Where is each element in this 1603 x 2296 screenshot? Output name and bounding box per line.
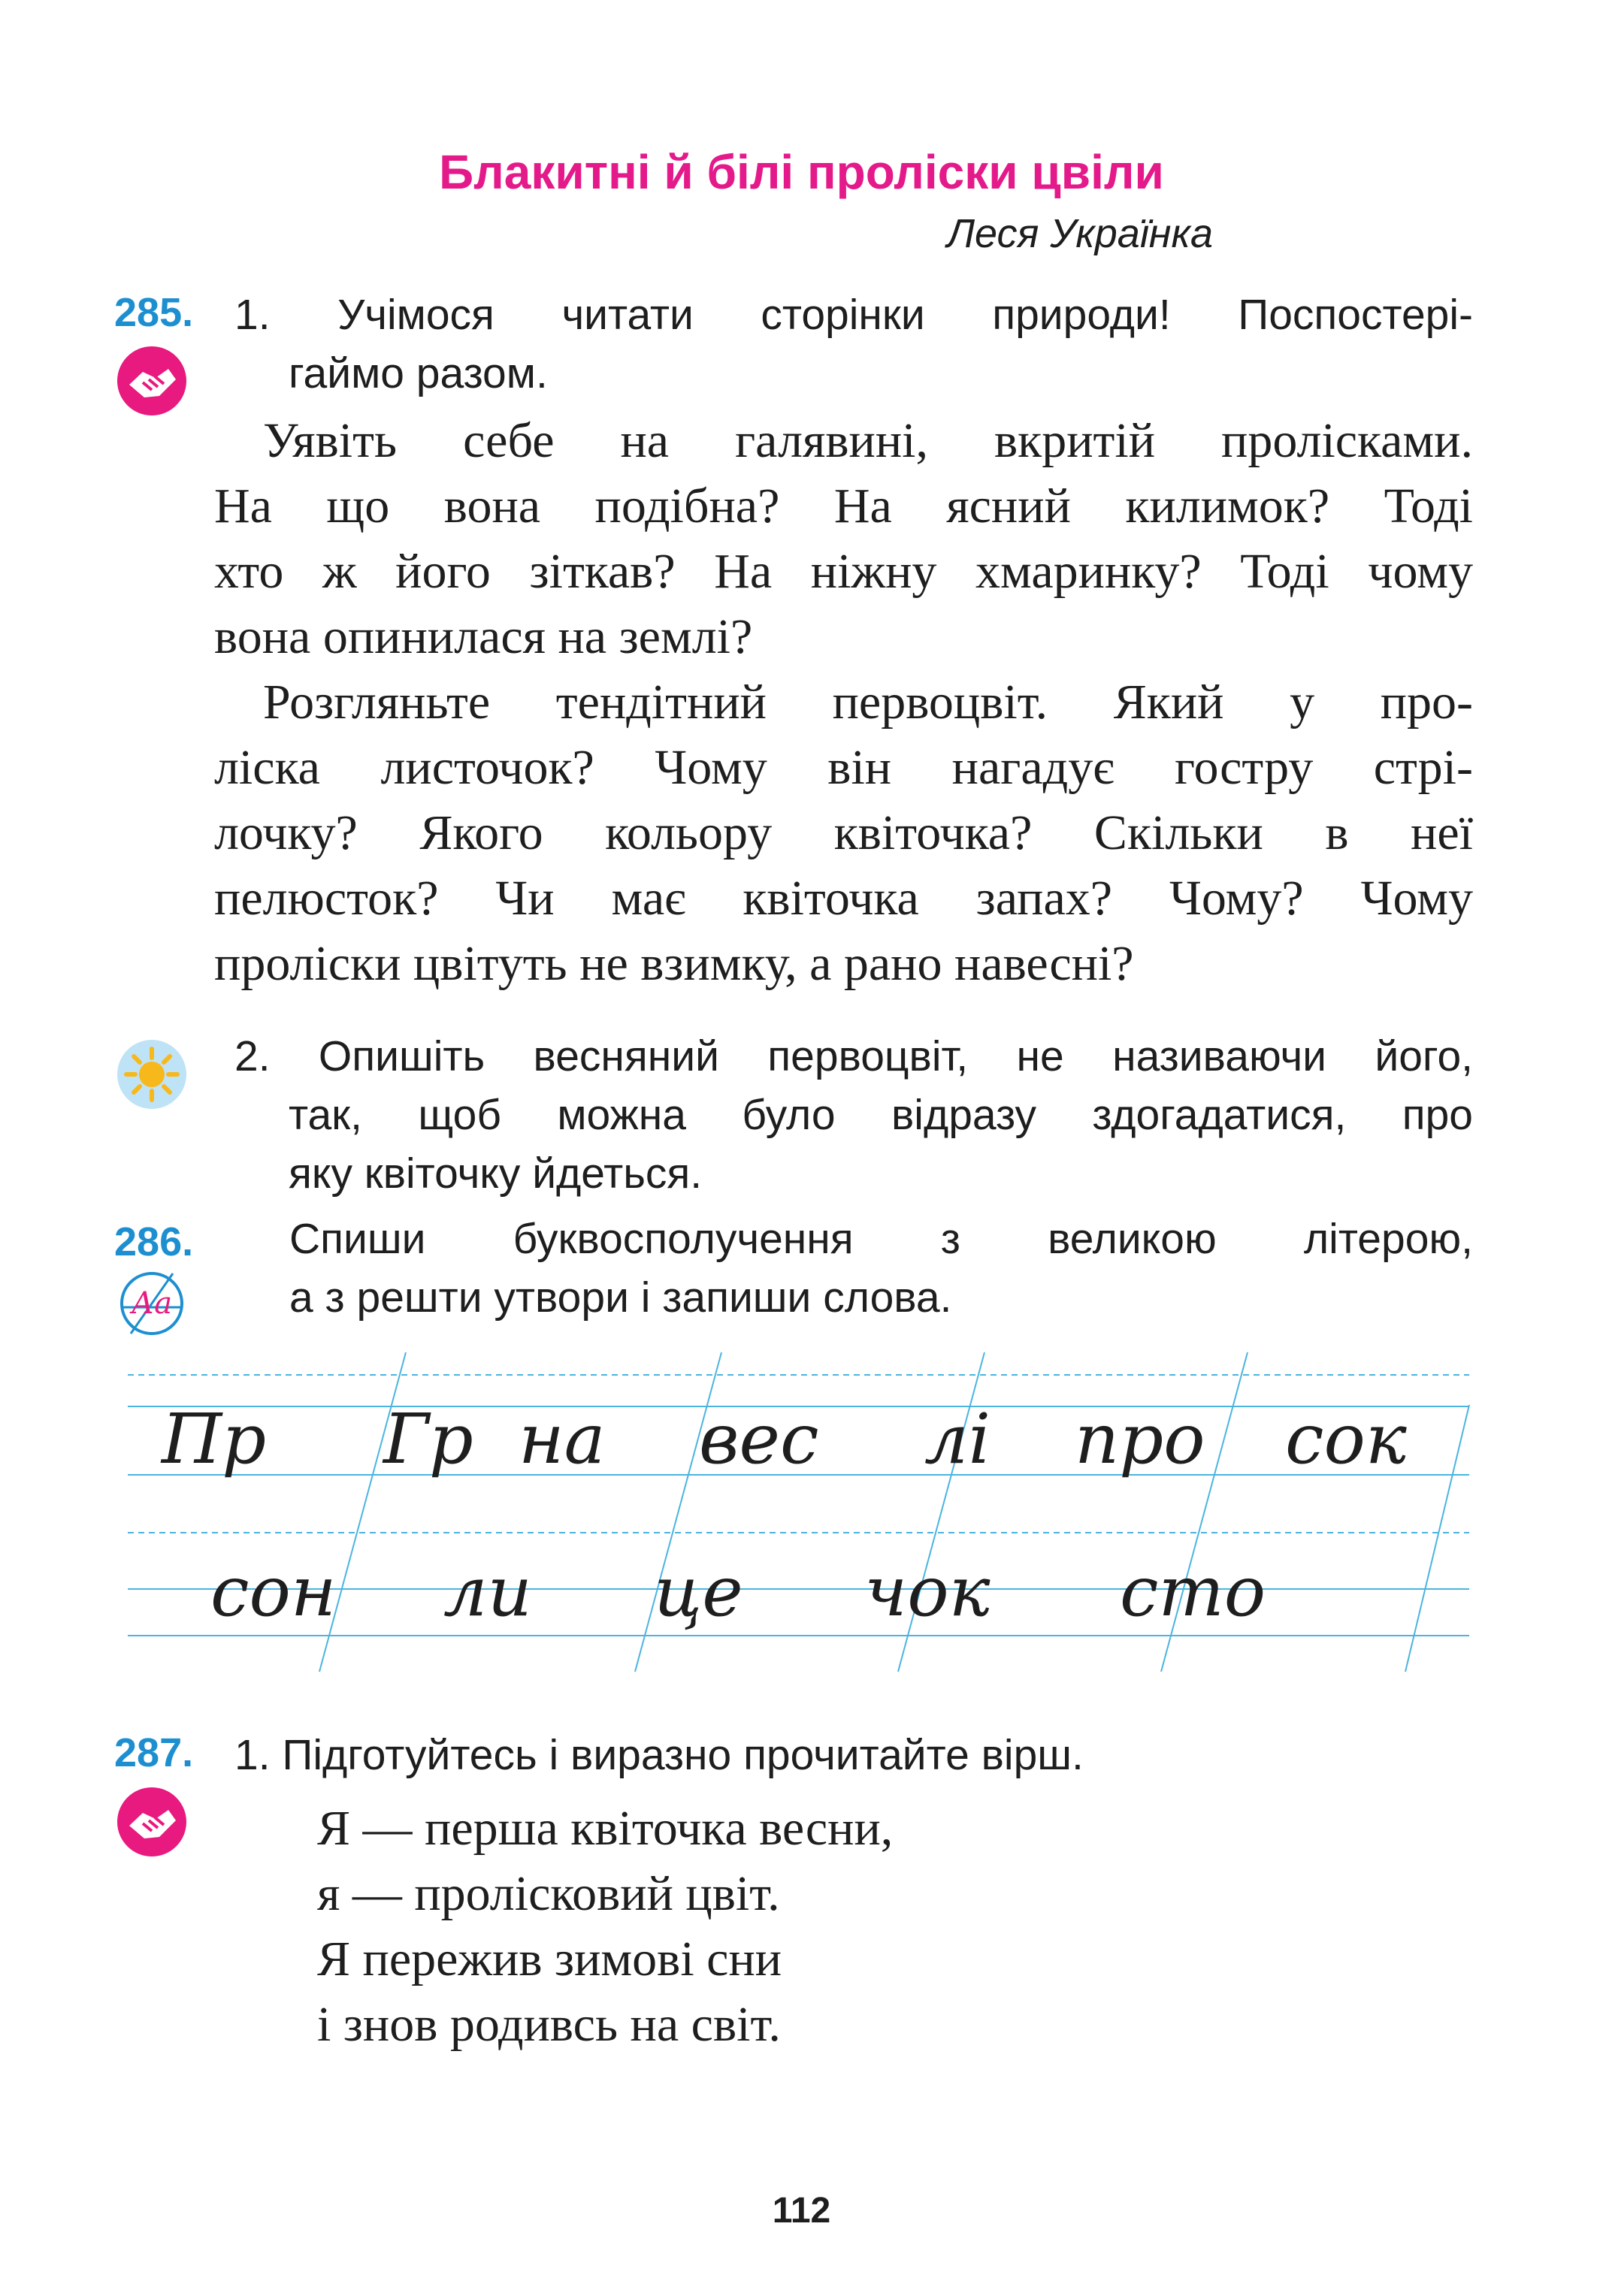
text-line: так, щоб можна було відразу здогадатися, про [289, 1091, 1473, 1139]
exercise-285-task-2 [234, 1027, 1473, 1203]
cursive-syllable: на [519, 1399, 606, 1479]
text-line: 1. Учімося читати сторінки природи! Поспостері- [234, 291, 1473, 339]
exercise-287-task: 1. Підготуйтесь і виразно прочитайте вірш. [234, 1731, 1084, 1779]
poem-author: Леся Українка [947, 211, 1214, 256]
icon-letters: Аа [131, 1286, 173, 1321]
cursive-syllable: ли [443, 1551, 532, 1632]
cursive-syllable: Гр [383, 1399, 473, 1479]
text-line: Уявіть себе на галявині, вкритій пролісками. [263, 413, 1473, 468]
text-line: пелюсток? Чи має квіточка запах? Чому? Чому [214, 871, 1473, 926]
handshake-icon [114, 343, 189, 418]
handshake-icon [114, 1784, 189, 1859]
cursive-syllable: вес [699, 1399, 819, 1479]
page-title: Блакитні й білі проліски цвіли [439, 145, 1164, 199]
exercise-285-paragraph-2 [214, 669, 1473, 996]
cursive-syllable: Пр [162, 1399, 267, 1479]
exercise-number-287: 287. [114, 1730, 194, 1775]
text-line: 2. Опишіть весняний первоцвіт, не називаючи його, [234, 1032, 1473, 1080]
cursive-syllable: лі [924, 1399, 991, 1479]
cursive-syllable: сок [1285, 1399, 1407, 1479]
text-line: Розгляньте тендітний первоцвіт. Який у про- [263, 675, 1473, 730]
cursive-syllable: про [1075, 1399, 1205, 1479]
sun-icon [114, 1037, 189, 1112]
text-line: гаймо разом. [289, 349, 548, 397]
writing-letters-icon [114, 1270, 189, 1337]
poem-line: Я — перша квіточка весни, [317, 1801, 894, 1856]
cursive-syllable: чок [864, 1551, 991, 1632]
text-line: яку квіточку йдеться. [289, 1150, 703, 1198]
exercise-285-task-1 [234, 285, 1473, 403]
poem-line: і знов родивсь на світ. [317, 1997, 781, 2052]
poem-line: Я пережив зимові сни [317, 1932, 782, 1986]
text-line: вона опинилася на землі? [214, 609, 753, 664]
text-line: ліска листочок? Чому він нагадує гостру стрі- [214, 740, 1473, 795]
exercise-285-paragraph-1 [214, 408, 1473, 669]
text-line: проліски цвітуть не взимку, а рано навесні? [214, 936, 1134, 991]
exercise-286-task [289, 1210, 1473, 1327]
cursive-syllable: це [654, 1551, 743, 1632]
poem-line: я — пролісковий цвіт. [317, 1866, 780, 1921]
cursive-syllable: сто [1120, 1551, 1266, 1632]
exercise-number-286: 286. [114, 1219, 194, 1264]
page-number: 112 [772, 2191, 831, 2231]
text-line: Спиши буквосполучення з великою літерою, [289, 1215, 1473, 1263]
text-line: лочку? Якого кольору квіточка? Скільки в неї [214, 805, 1473, 860]
cursive-syllable: сон [210, 1551, 337, 1632]
poem [317, 1796, 893, 2057]
text-line: На що вона подібна? На ясний килимок? Тоді [214, 479, 1473, 533]
exercise-number-285: 285. [114, 290, 194, 335]
text-line: хто ж його зіткав? На ніжну хмаринку? Тоді чому [214, 544, 1473, 599]
text-line: а з решти утвори і запиши слова. [289, 1273, 952, 1322]
